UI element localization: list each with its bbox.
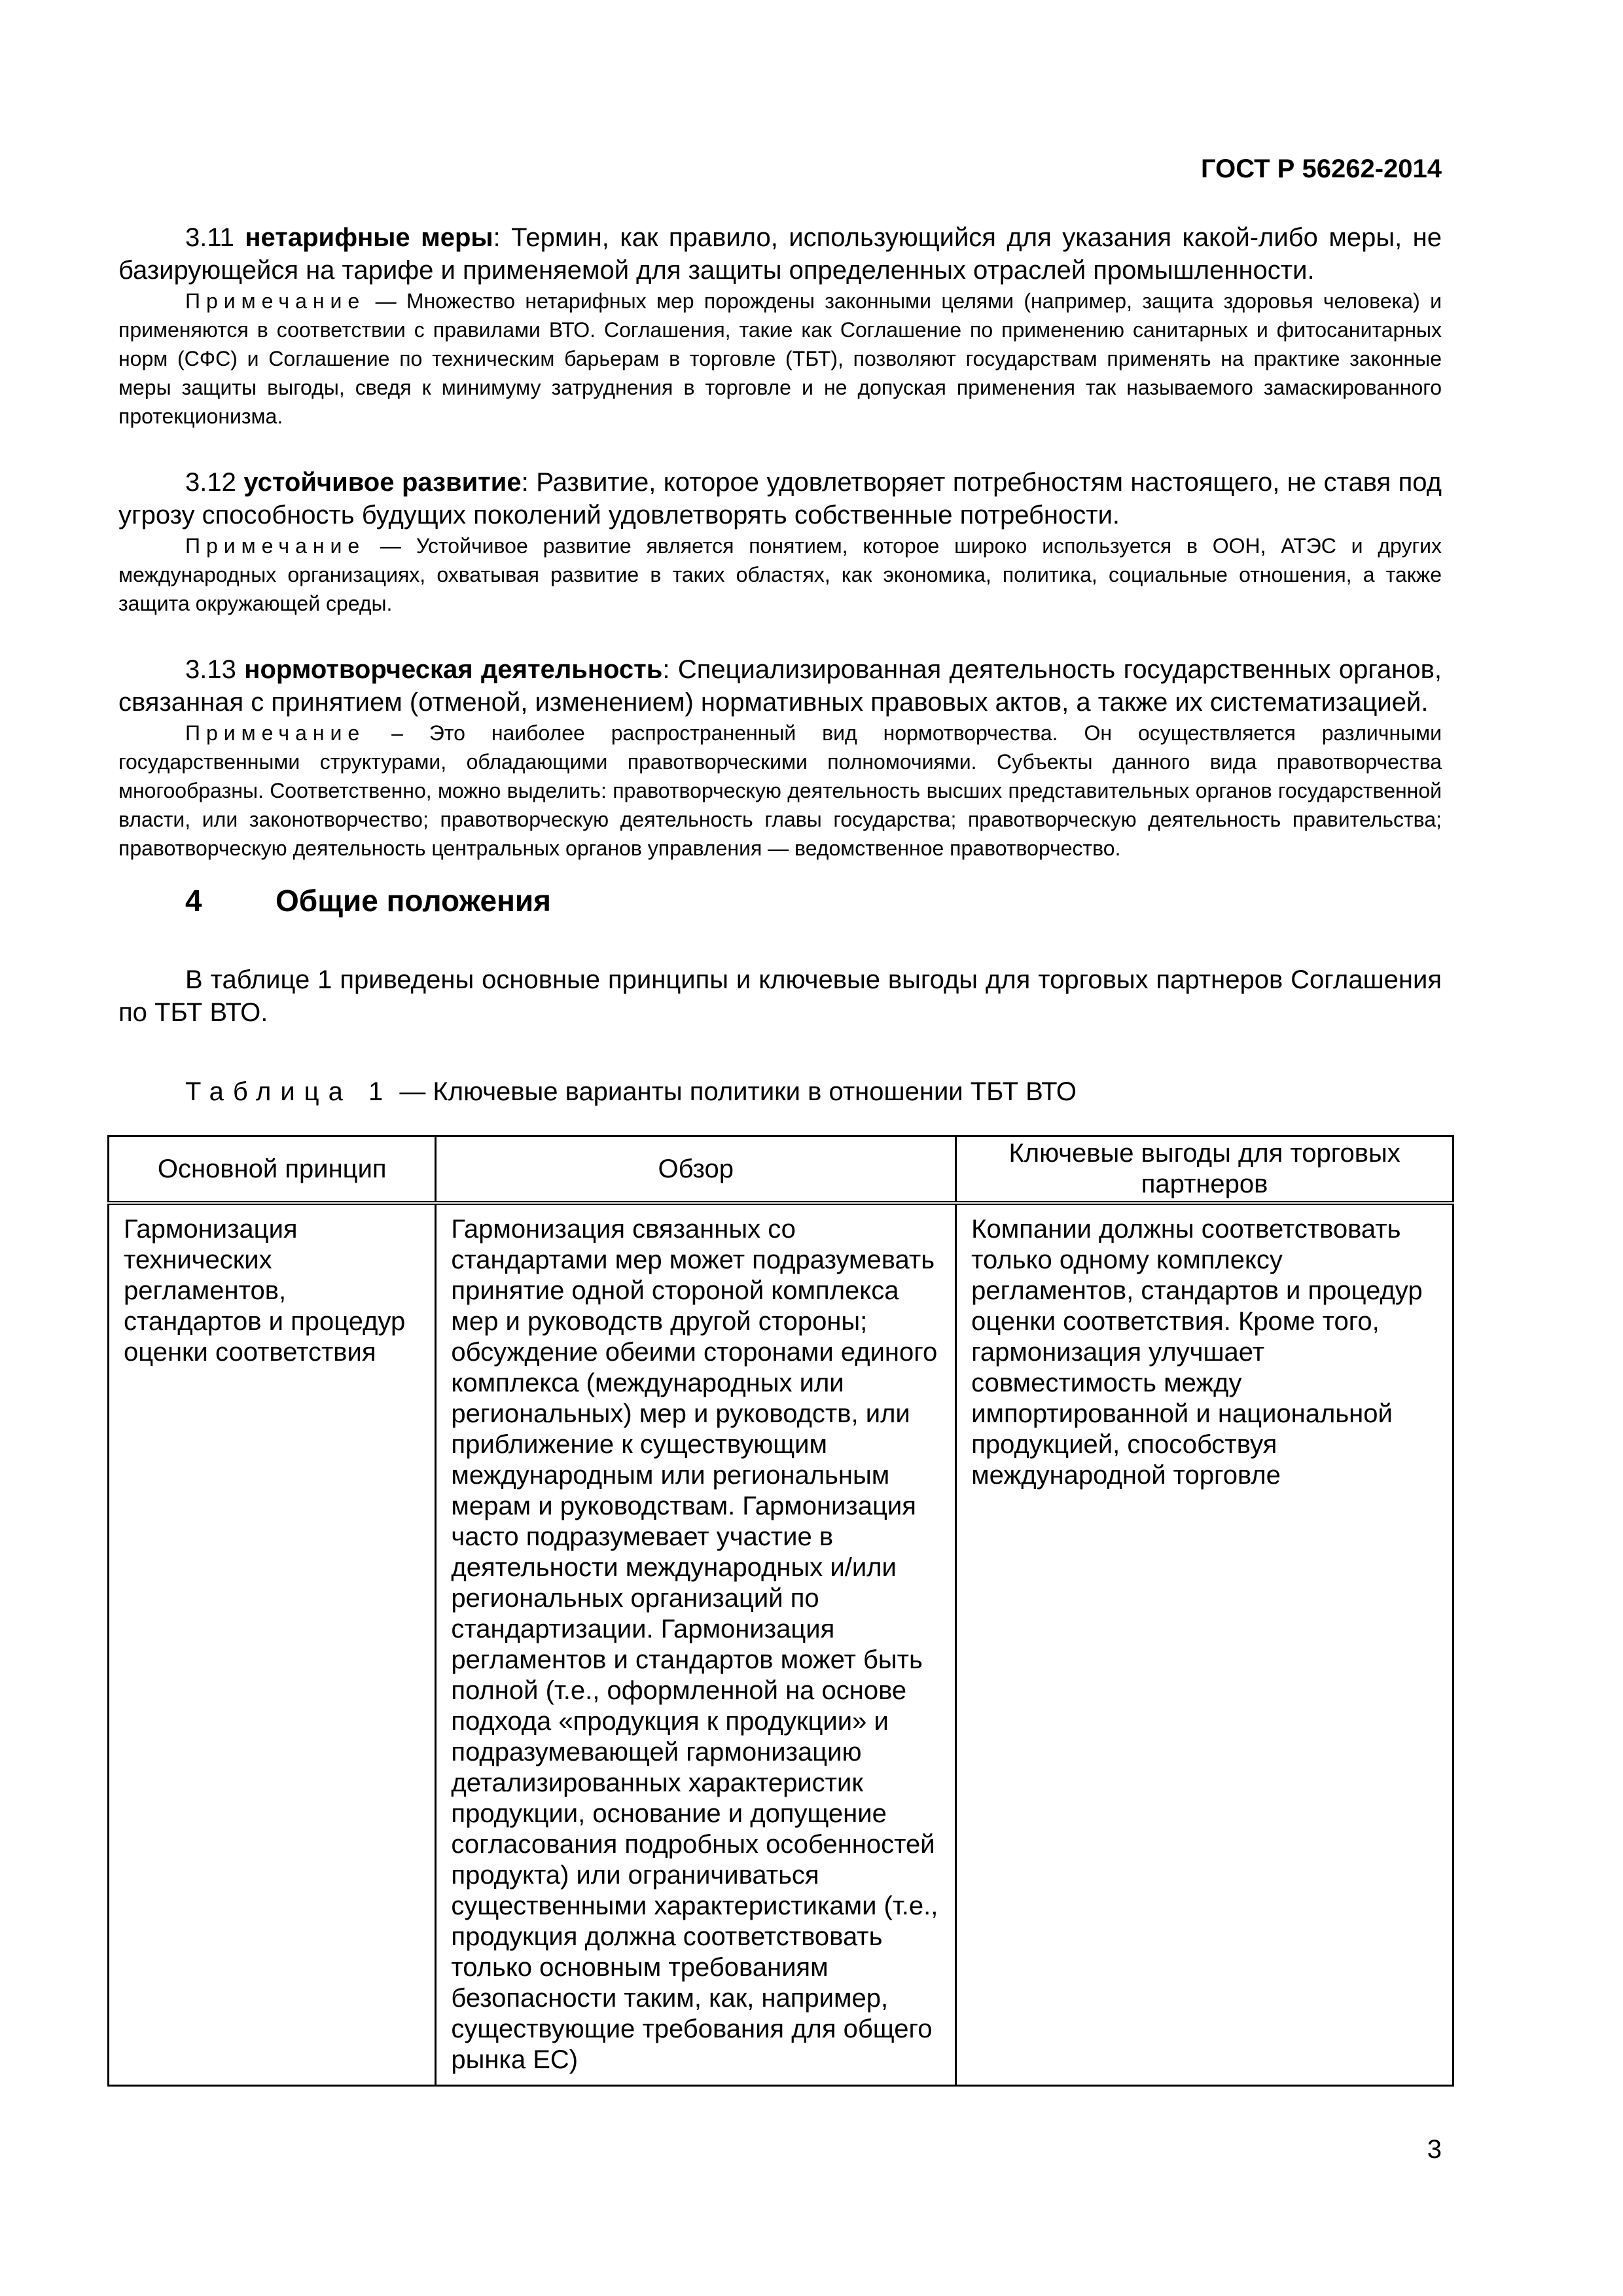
note-text: — Устойчивое развитие является понятием, которое широко используется в ООН, АТЭС и других международных организациях, охватывая развитие в таких областях, как экономика, политика, социальные отношения, а также защита окружающей среды. (118, 534, 1442, 615)
section-number: 4 (185, 884, 202, 918)
note-label: Примечание (185, 721, 366, 745)
policy-table (107, 1135, 1454, 2087)
term-number: 3.11 (185, 223, 234, 252)
page-number: 3 (1427, 2135, 1442, 2164)
table-cell-overview: Гармонизация связанных со стандартами мер может подразумевать принятие одной стороной комплекса мер и руководств другой стороны; обсуждение обеими сторонами единого комплекса (международных или региональных) мер и руководств, или приближение к существующим международным или региональным мерам и руководствам. Гармонизация часто подразумевает участие в деятельности международных и/или региональных организаций по стандартизации. Гармонизация регламентов и стандартов может быть полной (т.е., оформленной на основе подхода «продукция к продукции» и подразумевающей гармонизацию детализированных характеристик продукции, основание и допущение согласования подробных особенностей продукта) или ограничиваться существенными характеристиками (т.е., продукция должна соответствовать только основным требованиям безопасности таким, как, например, существующие требования для общего рынка ЕС) (436, 1203, 956, 2086)
section-heading (118, 881, 1442, 920)
term-title: нормотворческая деятельность (244, 655, 663, 684)
table-caption-label: Таблица 1 (185, 1077, 393, 1106)
term-title: нетарифные меры (245, 223, 493, 252)
term-3-12 (118, 466, 1442, 531)
table-cell-principle: Гармонизация технических регламентов, стандартов и процедур оценки соответствия (109, 1203, 436, 2086)
table-row (109, 1203, 1454, 2086)
table-caption (185, 1076, 1442, 1107)
term-definition: : Специализированная деятельность государственных органов, связанная с принятием (отменой, изменением) нормативных правовых актов, а также их систематизацией. (118, 655, 1442, 717)
note-text: – Это наиболее распространенный вид нормотворчества. Он осуществляется различными государственными структурами, обладающими правотворческими полномочиями. Субъекты данного вида правотворчества многообразны. Соответственно, можно выделить: правотворческую деятельность высших представительных органов государственной власти, или законотворчество; правотворческую деятельность главы государства; правотворческую деятельность правительства; правотворческую деятельность центральных органов управления — ведомственное правотворчество. (118, 721, 1442, 860)
section-title: Общие положения (276, 884, 551, 918)
document-body (118, 221, 1442, 1107)
term-definition: : Термин, как правило, использующийся для указания какой-либо меры, не базирующейся на тарифе и применяемой для защиты определенных отраслей промышленности. (118, 223, 1442, 285)
table-cell-benefits: Компании должны соответствовать только одному комплексу регламентов, стандартов и процедур оценки соответствия. Кроме того, гармонизация улучшает совместимость между импортированной и национальной продукцией, способствуя международной торговле (956, 1203, 1454, 2086)
term-3-11 (118, 221, 1442, 287)
column-header: Основной принцип (109, 1136, 436, 1204)
note-text: — Множество нетарифных мер порождены законными целями (например, защита здоровья человека) и применяются в соответствии с правилами ВТО. Соглашения, такие как Соглашение по применению санитарных и фитосанитарных норм (СФС) и Соглашение по техническим барьерам в торговле (ТБТ), позволяют государствам применять на практике законные меры защиты выгоды, сведя к минимуму затруднения в торговле и не допуская применения так называемого замаскированного протекционизма. (118, 289, 1442, 428)
term-3-13 (118, 653, 1442, 719)
intro-paragraph: В таблице 1 приведены основные принципы и ключевые выгоды для торговых партнеров Соглашения по ТБТ ВТО. (118, 965, 1442, 1027)
column-header: Обзор (436, 1136, 956, 1204)
term-note (118, 719, 1442, 863)
term-number: 3.12 (185, 468, 236, 497)
term-note (118, 287, 1442, 431)
table-header-row (109, 1136, 1454, 1204)
term-title: устойчивое развитие (243, 468, 522, 497)
table-caption-text: — Ключевые варианты политики в отношении ТБТ ВТО (392, 1077, 1077, 1106)
term-definition: : Развитие, которое удовлетворяет потребностям настоящего, не ставя под угрозу способность будущих поколений удовлетворять собственные потребности. (118, 468, 1442, 529)
term-note (118, 531, 1442, 618)
column-header: Ключевые выгоды для торговых партнеров (956, 1136, 1454, 1204)
note-label: Примечание (185, 534, 366, 558)
note-label: Примечание (185, 289, 366, 313)
term-number: 3.13 (185, 655, 236, 684)
document-standard-number: ГОСТ Р 56262-2014 (1200, 154, 1442, 183)
